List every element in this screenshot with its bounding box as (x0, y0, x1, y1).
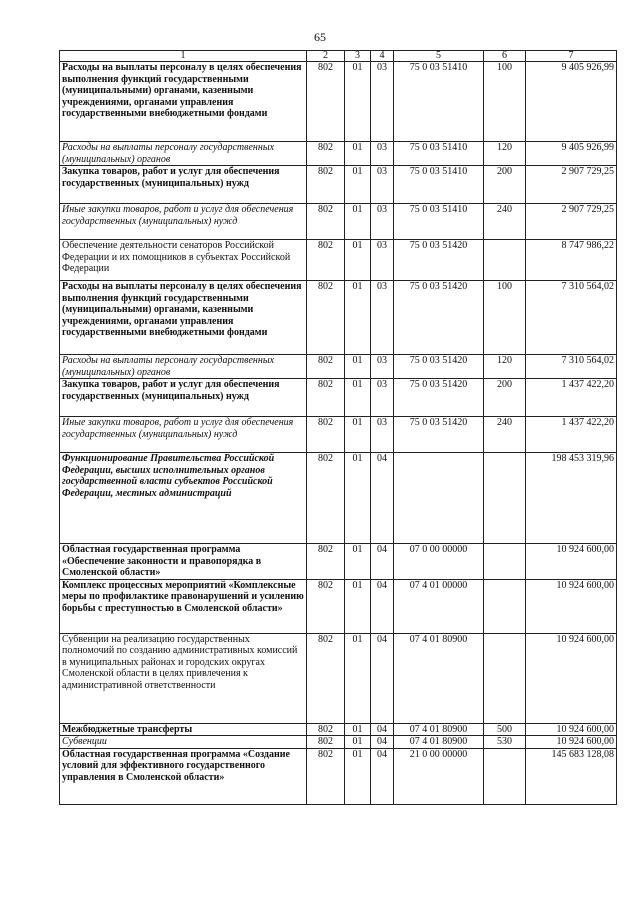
row-section-code: 01 (345, 453, 371, 544)
table-row (60, 62, 617, 142)
row-grbs-code: 802 (307, 166, 345, 204)
row-section-code: 01 (345, 417, 371, 453)
row-grbs-code: 802 (307, 633, 345, 723)
table-row (60, 166, 617, 204)
row-section-code: 01 (345, 723, 371, 736)
row-section-code: 01 (345, 579, 371, 633)
row-target-article: 75 0 03 51420 (394, 379, 484, 417)
row-expense-type (484, 633, 526, 723)
row-amount: 10 924 600,00 (526, 544, 617, 580)
row-target-article: 07 0 00 00000 (394, 544, 484, 580)
row-target-article: 75 0 03 51420 (394, 355, 484, 379)
row-amount: 1 437 422,20 (526, 417, 617, 453)
row-amount: 7 310 564,02 (526, 281, 617, 355)
row-subsection-code: 04 (371, 579, 394, 633)
row-target-article (394, 453, 484, 544)
row-expense-type: 240 (484, 417, 526, 453)
row-subsection-code: 03 (371, 204, 394, 240)
table-row (60, 379, 617, 417)
row-expense-type: 100 (484, 281, 526, 355)
row-section-code: 01 (345, 240, 371, 281)
row-grbs-code: 802 (307, 379, 345, 417)
row-target-article: 07 4 01 80900 (394, 633, 484, 723)
row-target-article: 21 0 00 00000 (394, 748, 484, 804)
row-section-code: 01 (345, 166, 371, 204)
row-target-article: 75 0 03 51410 (394, 204, 484, 240)
row-subsection-code: 04 (371, 748, 394, 804)
row-subsection-code: 04 (371, 544, 394, 580)
column-header: 3 (345, 51, 371, 62)
table-row (60, 736, 617, 749)
row-expense-type (484, 240, 526, 281)
row-grbs-code: 802 (307, 544, 345, 580)
row-grbs-code: 802 (307, 62, 345, 142)
column-header: 6 (484, 51, 526, 62)
column-header: 5 (394, 51, 484, 62)
row-target-article: 07 4 01 00000 (394, 579, 484, 633)
row-amount: 2 907 729,25 (526, 166, 617, 204)
table-row (60, 544, 617, 580)
row-subsection-code: 03 (371, 379, 394, 417)
row-expense-type: 530 (484, 736, 526, 749)
row-name: Иные закупки товаров, работ и услуг для обеспечения государственных (муниципальных) нужд (60, 417, 307, 453)
row-grbs-code: 802 (307, 417, 345, 453)
row-grbs-code: 802 (307, 240, 345, 281)
table-header-row (60, 51, 617, 62)
row-name: Субвенции на реализацию государственных полномочий по созданию административных комиссий в муниципальных районах и городских округах Смоленской области в целях привлечения к административной ответственности (60, 633, 307, 723)
row-amount: 9 405 926,99 (526, 62, 617, 142)
row-section-code: 01 (345, 544, 371, 580)
row-grbs-code: 802 (307, 748, 345, 804)
row-expense-type (484, 453, 526, 544)
row-expense-type (484, 579, 526, 633)
row-amount: 145 683 128,08 (526, 748, 617, 804)
row-subsection-code: 03 (371, 142, 394, 166)
row-name: Областная государственная программа «Обеспечение законности и правопорядка в Смоленской области» (60, 544, 307, 580)
row-section-code: 01 (345, 355, 371, 379)
row-grbs-code: 802 (307, 453, 345, 544)
row-subsection-code: 03 (371, 417, 394, 453)
row-grbs-code: 802 (307, 355, 345, 379)
row-subsection-code: 04 (371, 723, 394, 736)
table-row (60, 633, 617, 723)
row-expense-type (484, 544, 526, 580)
row-section-code: 01 (345, 281, 371, 355)
row-target-article: 75 0 03 51410 (394, 62, 484, 142)
row-name: Субвенции (60, 736, 307, 749)
row-name: Функционирование Правительства Российской Федерации, высших исполнительных органов государственной власти субъектов Российской Федерации, местных администраций (60, 453, 307, 544)
row-expense-type: 120 (484, 355, 526, 379)
row-amount: 1 437 422,20 (526, 379, 617, 417)
row-expense-type: 120 (484, 142, 526, 166)
row-expense-type: 200 (484, 166, 526, 204)
row-grbs-code: 802 (307, 579, 345, 633)
row-subsection-code: 04 (371, 736, 394, 749)
row-target-article: 07 4 01 80900 (394, 736, 484, 749)
row-target-article: 75 0 03 51410 (394, 142, 484, 166)
table-row (60, 240, 617, 281)
row-grbs-code: 802 (307, 142, 345, 166)
row-section-code: 01 (345, 748, 371, 804)
row-amount: 9 405 926,99 (526, 142, 617, 166)
row-target-article: 75 0 03 51410 (394, 166, 484, 204)
column-header: 7 (526, 51, 617, 62)
row-grbs-code: 802 (307, 281, 345, 355)
row-name: Иные закупки товаров, работ и услуг для обеспечения государственных (муниципальных) нужд (60, 204, 307, 240)
row-amount: 10 924 600,00 (526, 736, 617, 749)
row-expense-type: 200 (484, 379, 526, 417)
column-header: 4 (371, 51, 394, 62)
row-subsection-code: 03 (371, 281, 394, 355)
table-row (60, 355, 617, 379)
row-name: Межбюджетные трансферты (60, 723, 307, 736)
row-grbs-code: 802 (307, 723, 345, 736)
row-target-article: 75 0 03 51420 (394, 240, 484, 281)
row-target-article: 75 0 03 51420 (394, 281, 484, 355)
column-header: 2 (307, 51, 345, 62)
row-section-code: 01 (345, 379, 371, 417)
row-name: Расходы на выплаты персоналу в целях обеспечения выполнения функций государственными (муниципальными) органами, казенными учреждениями, органами управления государственными внебюджетными фондами (60, 62, 307, 142)
row-name: Комплекс процессных мероприятий «Комплексные меры по профилактике правонарушений и усилению борьбы с преступностью в Смоленской области» (60, 579, 307, 633)
row-grbs-code: 802 (307, 204, 345, 240)
column-header: 1 (60, 51, 307, 62)
row-subsection-code: 04 (371, 453, 394, 544)
table-row (60, 579, 617, 633)
row-section-code: 01 (345, 142, 371, 166)
row-target-article: 07 4 01 80900 (394, 723, 484, 736)
page-number: 65 (314, 30, 326, 44)
row-expense-type: 100 (484, 62, 526, 142)
table-row (60, 142, 617, 166)
row-amount: 10 924 600,00 (526, 579, 617, 633)
row-name: Закупка товаров, работ и услуг для обеспечения государственных (муниципальных) нужд (60, 166, 307, 204)
row-name: Областная государственная программа «Создание условий для эффективного государственного управления в Смоленской области» (60, 748, 307, 804)
row-name: Обеспечение деятельности сенаторов Российской Федерации и их помощников в субъектах Российской Федерации (60, 240, 307, 281)
table-row (60, 453, 617, 544)
row-grbs-code: 802 (307, 736, 345, 749)
table-row (60, 417, 617, 453)
row-name: Расходы на выплаты персоналу государственных (муниципальных) органов (60, 142, 307, 166)
row-section-code: 01 (345, 62, 371, 142)
row-expense-type: 240 (484, 204, 526, 240)
table-row (60, 723, 617, 736)
budget-table (59, 50, 617, 805)
row-section-code: 01 (345, 633, 371, 723)
row-amount: 2 907 729,25 (526, 204, 617, 240)
row-subsection-code: 03 (371, 166, 394, 204)
row-expense-type: 500 (484, 723, 526, 736)
row-subsection-code: 04 (371, 633, 394, 723)
row-amount: 10 924 600,00 (526, 723, 617, 736)
row-section-code: 01 (345, 736, 371, 749)
row-subsection-code: 03 (371, 62, 394, 142)
row-target-article: 75 0 03 51420 (394, 417, 484, 453)
row-amount: 7 310 564,02 (526, 355, 617, 379)
row-amount: 10 924 600,00 (526, 633, 617, 723)
table-row (60, 204, 617, 240)
row-name: Закупка товаров, работ и услуг для обеспечения государственных (муниципальных) нужд (60, 379, 307, 417)
row-name: Расходы на выплаты персоналу в целях обеспечения выполнения функций государственными (муниципальными) органами, казенными учреждениями, органами управления государственными внебюджетными фондами (60, 281, 307, 355)
row-expense-type (484, 748, 526, 804)
row-name: Расходы на выплаты персоналу государственных (муниципальных) органов (60, 355, 307, 379)
table-row (60, 748, 617, 804)
row-subsection-code: 03 (371, 355, 394, 379)
table-row (60, 281, 617, 355)
row-amount: 198 453 319,96 (526, 453, 617, 544)
row-section-code: 01 (345, 204, 371, 240)
row-amount: 8 747 986,22 (526, 240, 617, 281)
row-subsection-code: 03 (371, 240, 394, 281)
